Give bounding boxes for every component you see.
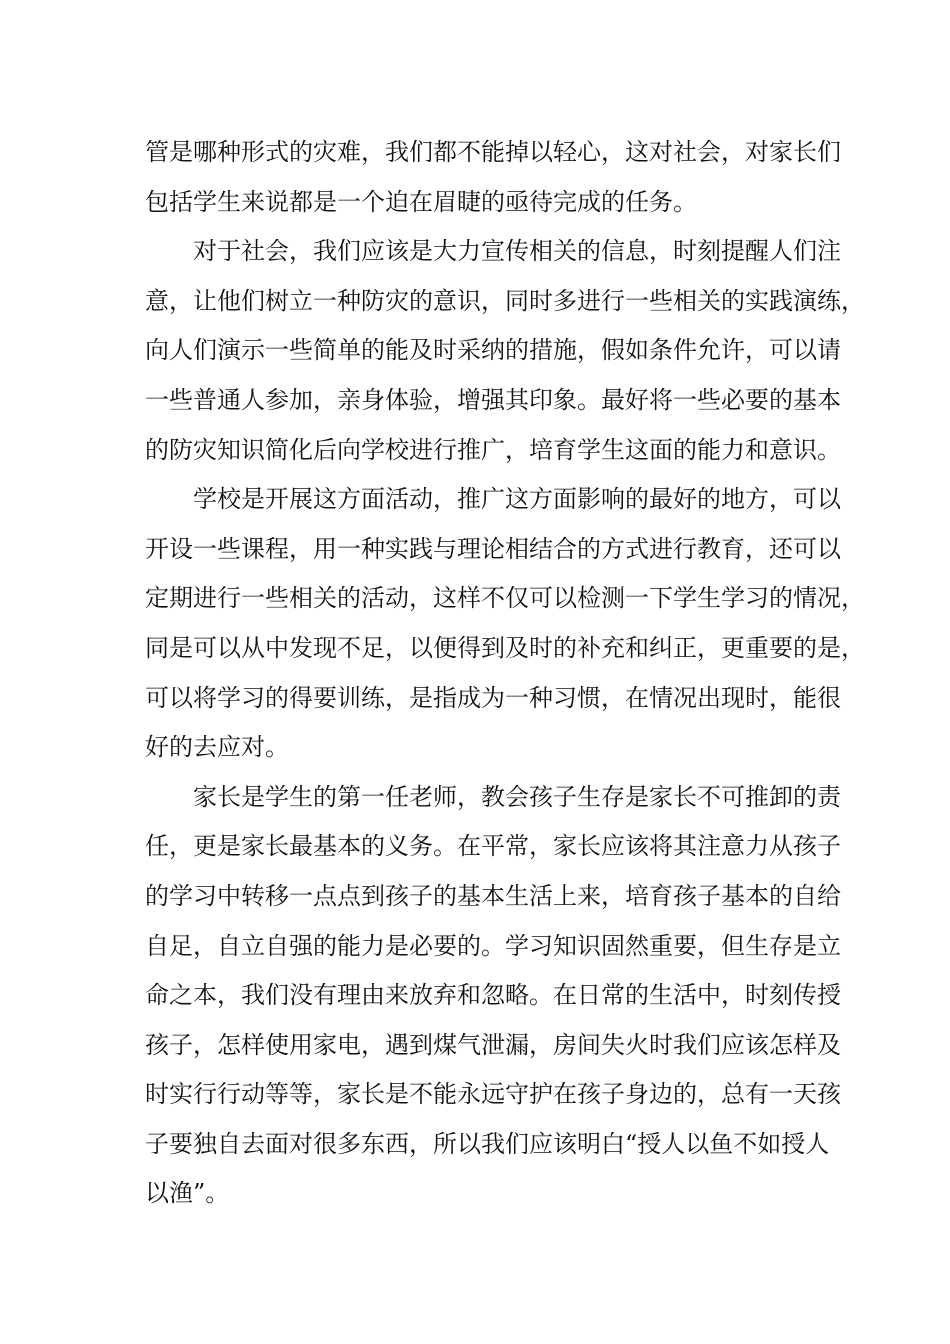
text-line: 对于社会，我们应该是大力宣传相关的信息，时刻提醒人们注 — [193, 237, 841, 266]
text-line: 可以将学习的得要训练，是指成为一种习惯，在情况出现时，能很 — [145, 683, 841, 712]
text-line: 命之本，我们没有理由来放弃和忽略。在日常的生活中，时刻传授 — [145, 981, 841, 1010]
text-line: 定期进行一些相关的活动，这样不仅可以检测一下学生学习的情况， — [145, 584, 865, 613]
document-body — [145, 128, 865, 1219]
paragraph-2 — [145, 227, 865, 475]
text-line: 意，让他们树立一种防灾的意识，同时多进行一些相关的实践演练， — [145, 286, 865, 315]
text-line: 以渔”。 — [145, 1179, 230, 1208]
text-line: 任，更是家长最基本的义务。在平常，家长应该将其注意力从孩子 — [145, 832, 841, 861]
text-line: 子要独自去面对很多东西，所以我们应该明白“授人以鱼不如授人 — [145, 1129, 830, 1158]
text-line: 的学习中转移一点点到孩子的基本生活上来，培育孩子基本的自给 — [145, 881, 841, 910]
text-line: 孩子，怎样使用家电，遇到煤气泄漏，房间失火时我们应该怎样及 — [145, 1030, 841, 1059]
text-line: 一些普通人参加，亲身体验，增强其印象。最好将一些必要的基本 — [145, 385, 841, 414]
paragraph-1 — [145, 128, 841, 227]
text-line: 的防灾知识简化后向学校进行推广，培育学生这面的能力和意识。 — [145, 435, 841, 464]
text-line: 学校是开展这方面活动，推广这方面影响的最好的地方，可以 — [193, 485, 841, 514]
paragraph-4 — [145, 773, 841, 1219]
text-line: 向人们演示一些简单的能及时采纳的措施，假如条件允许，可以请 — [145, 336, 841, 365]
text-line: 家长是学生的第一任老师，教会孩子生存是家长不可推卸的责 — [193, 782, 841, 811]
text-line: 时实行行动等等，家长是不能永远守护在孩子身边的，总有一天孩 — [145, 1080, 841, 1109]
text-line: 包括学生来说都是一个迫在眉睫的亟待完成的任务。 — [145, 187, 697, 216]
text-line: 同是可以从中发现不足，以便得到及时的补充和纠正，更重要的是， — [145, 633, 865, 662]
text-line: 自足，自立自强的能力是必要的。学习知识固然重要，但生存是立 — [145, 931, 841, 960]
paragraph-3 — [145, 475, 865, 773]
text-line: 管是哪种形式的灾难，我们都不能掉以轻心，这对社会，对家长们 — [145, 138, 841, 166]
text-line: 好的去应对。 — [145, 733, 289, 762]
text-line: 开设一些课程，用一种实践与理论相结合的方式进行教育，还可以 — [145, 534, 841, 563]
